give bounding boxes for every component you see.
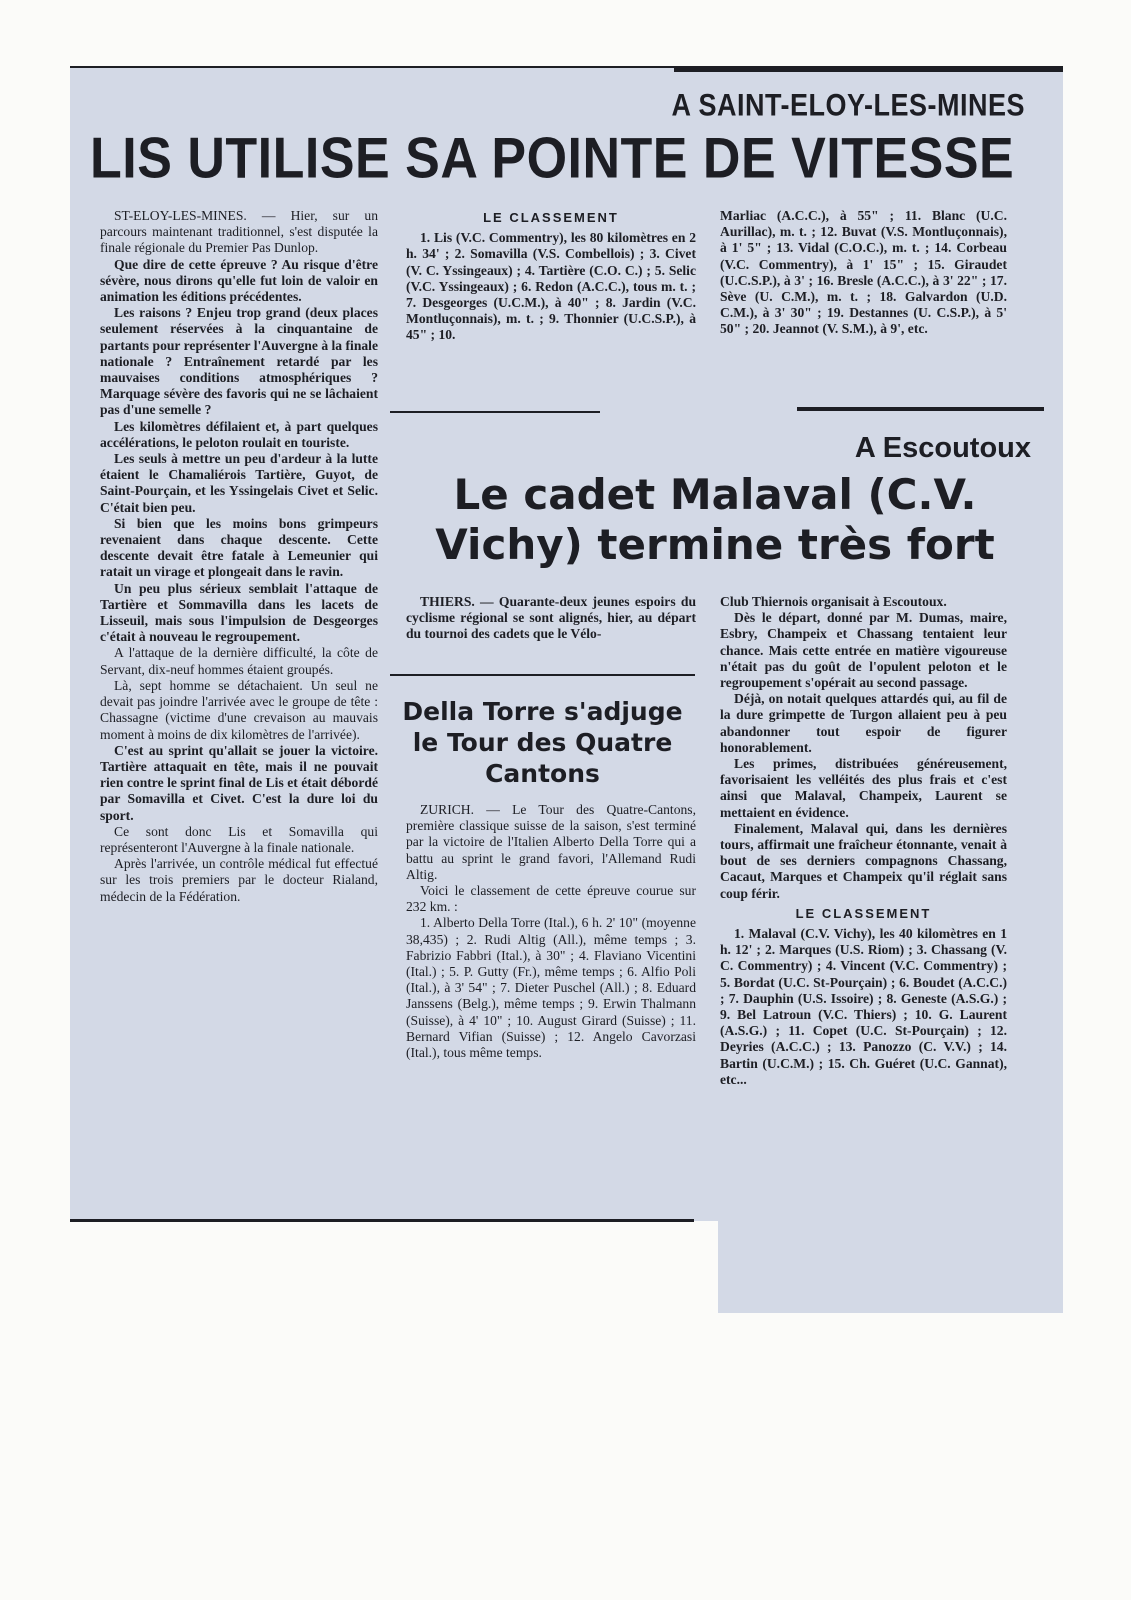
article2-para: Déjà, on notait quelques attardés qui, au fil de la dure grimpette de Turgon allaient peu à peu abandonner tout espoir de figurer honorablement.	[720, 691, 1007, 755]
rule-under-classement-left	[390, 411, 600, 413]
article1-para: C'est au sprint qu'allait se jouer la victoire. Tartière attaquait en tête, mais il ne pouvait rien contre le sprint final de Lis et était débordé par Somavilla et Civet. C'est la dure loi du sport.	[100, 742, 378, 823]
article1-para: A l'attaque de la dernière difficulté, la côte de Servant, dix-neuf hommes étaient groupés.	[100, 645, 378, 677]
article2-lead-col	[406, 594, 696, 643]
article2-para: Dès le départ, donné par M. Dumas, maire, Esbry, Champeix et Chassang tentaient leur chance. Mais cette entrée en matière vigoureuse n'était pas du goût de l'opulent peloton et le regroupement s'opérait au second passage.	[720, 610, 1007, 691]
article1-para: Si bien que les moins bons grimpeurs revenaient dans chaque descente. Cette descente devait être fatale à Lemeunier qui ratait un virage et plongeait dans le ravin.	[100, 515, 378, 580]
article1-para: Après l'arrivée, un contrôle médical fut effectué sur les trois premiers par le docteur Rialand, médecin de la Fédération.	[100, 856, 378, 904]
article1-classement-col-a	[406, 208, 696, 344]
article1-para: ST-ELOY-LES-MINES. — Hier, sur un parcours maintenant traditionnel, s'est disputée la finale régionale du Premier Pas Dunlop.	[100, 208, 378, 256]
newspaper-clipping	[70, 66, 1063, 1313]
rule-under-classement-right	[797, 407, 1044, 411]
article3-para: 1. Alberto Della Torre (Ital.), 6 h. 2' 10" (moyenne 38,435) ; 2. Rudi Altig (All.), même temps ; 3. Fabrizio Fabbri (Ital.), à 30" ; 4. Flaviano Vicentini (Ital.) ; 5. P. Gutty (Fr.), même temps ; 6. Alfio Poli (Ital.), à 3' 54" ; 7. Dieter Puschel (All.) ; 8. Eduard Janssens (Belg.), même temps ; 9. Erwin Thalmann (Suisse), à 4' 10" ; 10. August Girard (Suisse) ; 11. Bernard Vifian (Suisse) ; 12. Angelo Cavorzasi (Ital.), tous même temps.	[406, 915, 696, 1061]
article1-classement-col-b	[720, 208, 1007, 338]
article2-classement-title: LE CLASSEMENT	[795, 905, 932, 921]
article3-headline: Della Torre s'adjuge le Tour des Quatre Cantons	[402, 697, 683, 788]
article1-body	[100, 208, 378, 905]
article3-para: Voici le classement de cette épreuve courue sur 232 km. :	[406, 883, 696, 915]
article1-headline: LIS UTILISE SA POINTE DE VITESSE	[90, 126, 1015, 191]
top-rule-thick	[674, 66, 1063, 72]
article2-para: Finalement, Malaval qui, dans les dernières tours, affirmait une fraîcheur étonnante, venait à bout de ses derniers compagnons Chassang, Cacaut, Marques et Champeix qu'il réglait sans coup férir.	[720, 820, 1007, 901]
article1-para: Les kilomètres défilaient et, à part quelques accélérations, le peloton roulait en touriste.	[100, 418, 378, 450]
article1-classement-a: 1. Lis (V.C. Commentry), les 80 kilomètres en 2 h. 34' ; 2. Somavilla (V.S. Combellois) ; 3. Civet (V. C. Yssingeaux) ; 4. Tartière (C.O. C.) ; 5. Selic (V.C. Yssingeaux) ; 6. Redon (A.C.C.), tous m. t. ; 7. Desgeorges (U.C.M.), à 40" ; 8. Jardin (V.C. Montluçonnais), m. t. ; 9. Thonnier (U.C.S.P.), à 45" ; 10.	[406, 230, 696, 343]
article1-para: Ce sont donc Lis et Somavilla qui représenteront l'Auvergne à la finale nationale.	[100, 823, 378, 855]
article1-para: Là, sept homme se détachaient. Un seul ne devait pas joindre l'arrivée avec le groupe de tête : Chassagne (victime d'une crevaison au mauvais moment à moins de dix kilomètres de l'arrivée).	[100, 677, 378, 742]
clipping-paper-extension	[718, 1221, 1063, 1313]
article2-kicker: A Escoutoux	[854, 432, 1031, 464]
bottom-rule-left	[70, 1219, 694, 1222]
article1-classement-title: LE CLASSEMENT	[483, 210, 619, 225]
article2-lead: THIERS. — Quarante-deux jeunes espoirs du cyclisme régional se sont alignés, hier, au départ du tournoi des cadets que le Vélo-	[406, 594, 696, 642]
article1-classement-b: Marliac (A.C.C.), à 55" ; 11. Blanc (U.C. Aurillac), m. t. ; 12. Buvat (V.S. Montluçonnais), à 1' 5" ; 13. Vidal (C.O.C.), m. t. ; 14. Corbeau (V.C. Commentry), à 1' 15" ; 15. Giraudet (U.C.S.P.), à 3' ; 16. Bresle (A.C.C.), à 3' 22" ; 17. Sève (U. C.M.), m. t. ; 18. Galvardon (U.D. C.M.), à 3' 30" ; 19. Destannes (U. C.S.P.), à 5' 50" ; 20. Jeannot (V. S.M.), à 9', etc.	[720, 208, 1007, 337]
article2-body	[720, 594, 1007, 1088]
article2-classement: 1. Malaval (C.V. Vichy), les 40 kilomètres en 1 h. 12' ; 2. Marques (U.S. Riom) ; 3. Chassang (V. C. Commentry) ; 4. Vincent (V.C. Commentry) ; 5. Bordat (U.C. St-Pourçain) ; 6. Boudet (A.C.C.) ; 7. Dauphin (U.S. Issoire) ; 8. Geneste (A.S.G.) ; 9. Bel Latroun (V.C. Thiers) ; 10. G. Laurent (A.S.G.) ; 11. Copet (U.C. St-Pourçain) ; 12. Deyries (A.C.C.) ; 13. Panozzo (C. V.V.) ; 14. Bartin (U.C.M.) ; 15. Ch. Guéret (U.C. Gannat), etc...	[720, 926, 1007, 1087]
article1-kicker: A SAINT-ELOY-LES-MINES	[671, 88, 1025, 123]
article3-body	[406, 802, 696, 1061]
article2-headline: Le cadet Malaval (C.V. Vichy) termine très fort	[435, 470, 995, 569]
article1-para: Les seuls à mettre un peu d'ardeur à la lutte étaient le Chamaliérois Tartière, Guyot, de Saint-Pourçain, et les Yssingelais Civet et Selic. C'était bien peu.	[100, 451, 378, 515]
article3-para: ZURICH. — Le Tour des Quatre-Cantons, première classique suisse de la saison, s'est terminé par la victoire de l'Italien Alberto Della Torre qui a battu au sprint le grand favori, l'Allemand Rudi Altig.	[406, 802, 696, 882]
rule-above-article3	[390, 674, 695, 676]
article2-para: Les primes, distribuées généreusement, favorisaient les velléités des plus frais et c'est ainsi que Malaval, Champeix, Laurent se mettaient en évidence.	[720, 756, 1007, 820]
article1-para: Les raisons ? Enjeu trop grand (deux places seulement réservées à la cinquantaine de partants pour représenter l'Auvergne à la finale nationale ? Entraînement retardé par les mauvaises conditions atmosphériques ? Marquage sévère des favoris qui ne se lâchaient pas d'une semelle ?	[100, 305, 378, 418]
article1-para: Un peu plus sérieux semblait l'attaque de Tartière et Sommavilla dans les lacets de Lisseuil, mais sous l'impulsion de Desgeorges c'était à nouveau le regroupement.	[100, 580, 378, 645]
article1-para: Que dire de cette épreuve ? Au risque d'être sévère, nous dirons qu'elle fut loin de valoir en animation les éditions précédentes.	[100, 256, 378, 305]
article2-para: Club Thiernois organisait à Escoutoux.	[720, 594, 947, 609]
